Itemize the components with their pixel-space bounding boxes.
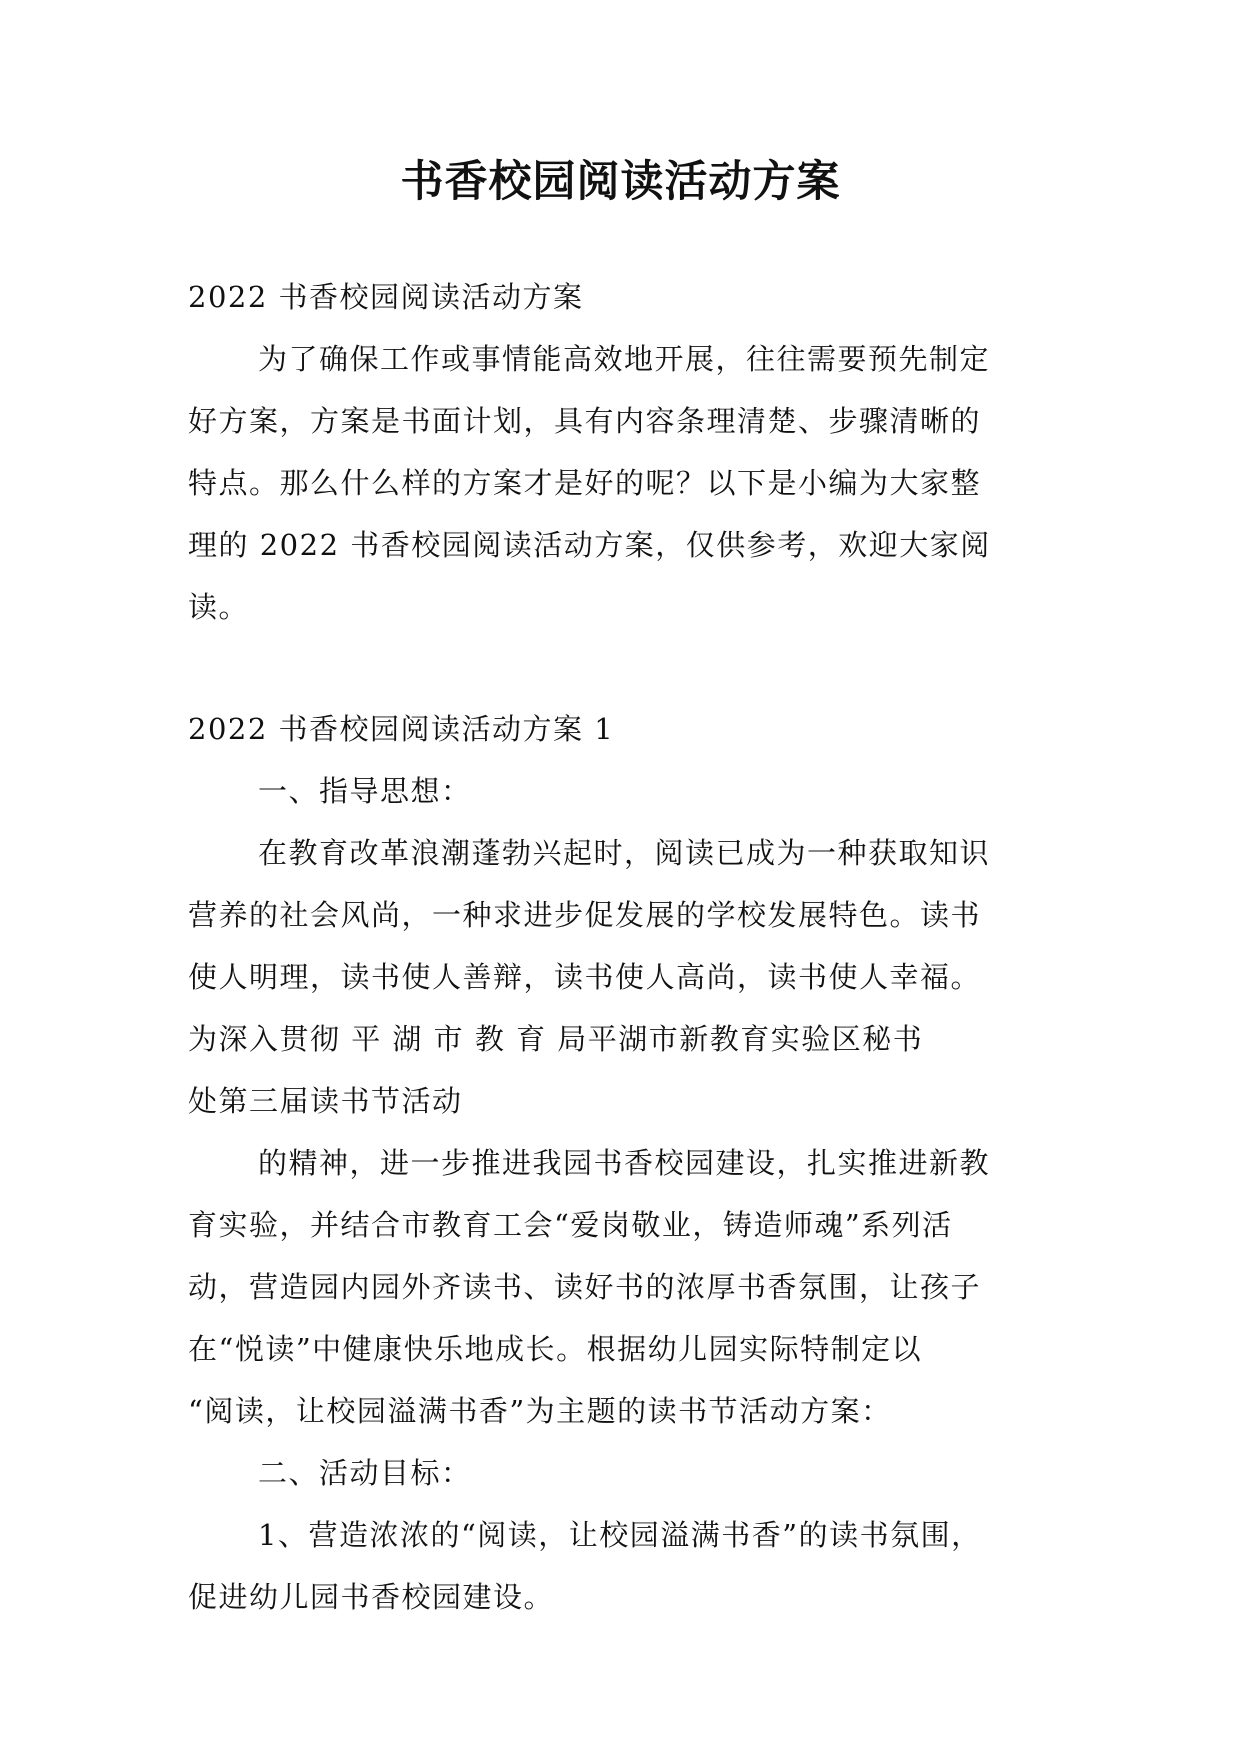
document-subtitle: 2022 书香校园阅读活动方案 (188, 280, 584, 314)
heading-guiding-ideology: 一、指导思想： (258, 774, 472, 808)
paragraph-line: 育实验，并结合市教育工会“爱岗敬业，铸造师魂”系列活 (188, 1208, 953, 1242)
intro-line: 特点。那么什么样的方案才是好的呢？以下是小编为大家整 (188, 466, 982, 500)
paragraph-line: 为深入贯彻 平 湖 市 教 育 局平湖市新教育实验区秘书 (188, 1022, 924, 1056)
intro-line: 读。 (188, 590, 250, 624)
intro-line: 好方案，方案是书面计划，具有内容条理清楚、步骤清晰的 (188, 404, 982, 438)
intro-line: 理的 2022 书香校园阅读活动方案，仅供参考，欢迎大家阅 (188, 528, 991, 562)
paragraph-line: 动，营造园内园外齐读书、读好书的浓厚书香氛围，让孩子 (188, 1270, 982, 1304)
intro-line: 为了确保工作或事情能高效地开展，往往需要预先制定 (258, 342, 991, 376)
paragraph-line: 在“悦读”中健康快乐地成长。根据幼儿园实际特制定以 (188, 1332, 923, 1366)
paragraph-line: 在教育改革浪潮蓬勃兴起时，阅读已成为一种获取知识 (258, 836, 991, 870)
paragraph-line: 营养的社会风尚，一种求进步促发展的学校发展特色。读书 (188, 898, 982, 932)
goal-line: 促进幼儿园书香校园建设。 (188, 1580, 555, 1614)
paragraph-line: 处第三届读书节活动 (188, 1084, 463, 1118)
paragraph-line: “阅读，让校园溢满书香”为主题的读书节活动方案： (188, 1394, 892, 1428)
paragraph-line: 的精神，进一步推进我园书香校园建设，扎实推进新教 (258, 1146, 991, 1180)
paragraph-line: 使人明理，读书使人善辩，读书使人高尚，读书使人幸福。 (188, 960, 982, 994)
goal-line: 1、营造浓浓的“阅读，让校园溢满书香”的读书氛围， (258, 1518, 982, 1552)
section-heading: 2022 书香校园阅读活动方案 1 (188, 712, 615, 746)
document-title: 书香校园阅读活动方案 (400, 157, 841, 207)
heading-activity-goals: 二、活动目标： (258, 1456, 472, 1490)
